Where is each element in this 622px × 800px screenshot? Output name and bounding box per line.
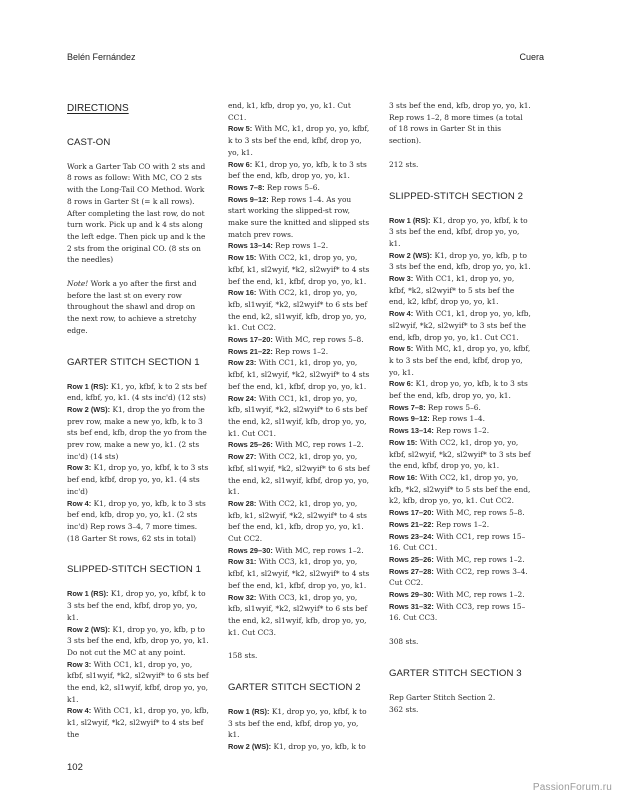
instruction-row [228, 287, 370, 334]
row-label: Row 5: [389, 344, 414, 354]
row-label: Row 3: [67, 659, 92, 669]
instruction-row [228, 439, 370, 451]
note-paragraph [67, 278, 209, 337]
garter-section-3-heading: GARTER STITCH SECTION 3 [389, 667, 522, 679]
garter-section-2-rows [228, 706, 370, 753]
row-label: Rows 23–24: [389, 531, 434, 541]
row-label: Row 2 (WS): [67, 624, 111, 634]
stitch-total: 158 sts. [228, 651, 258, 661]
watermark: PassionForum.ru [532, 782, 612, 793]
row-text: end, k1, kfb, drop yo, yo, k1. Cut CC1. [228, 101, 351, 122]
stitch-total: 308 sts. [389, 637, 419, 647]
row-text: Rep rows 5–6. [264, 182, 320, 192]
instruction-row [389, 250, 531, 273]
row-label: Rows 9–12: [389, 414, 430, 424]
row-label: Row 27: [228, 452, 257, 462]
row-label: Rows 13–14: [389, 426, 434, 436]
row-label: Row 23: [228, 358, 257, 368]
row-text: K1, drop yo, yo, kfb, p to 3 sts bef the end, kfb, drop yo, yo, k1. [389, 250, 531, 272]
row-label: Rows 29–30: [228, 545, 273, 555]
row-label: Row 16: [228, 288, 257, 298]
row-label: Row 15: [228, 253, 257, 263]
row-label: Rows 17–20: [389, 508, 434, 518]
instruction-row [389, 413, 531, 425]
row-text: With MC, k1, drop yo, yo, kfbf, k to 3 sts bef the end, kfbf, drop yo, yo, k1. [228, 124, 370, 157]
stitch-total: 212 sts. [389, 159, 419, 169]
slipped-section-2-rows [389, 215, 531, 625]
instruction-row [67, 498, 209, 545]
row-text: Rep rows 1–4. [429, 414, 485, 424]
row-text: K1, drop yo, yo, kfb, k to [271, 742, 366, 752]
row-text: With CC1, k1, drop yo, yo, kfbf, sl1wyif, *k2, sl2wyif* to 6 sts bef the end, k2, sl1wyif, kfbf, drop yo, yo, k1. [67, 659, 209, 704]
row-label: Row 15: [389, 437, 418, 447]
instruction-row [389, 589, 531, 601]
row-text: With CC1, k1, drop yo, yo, kfbf, *k2, sl2wyif* to 5 sts bef the end, k2, kfbf, drop yo, yo, k1. [389, 274, 515, 307]
row-text: With CC3, k1, drop yo, yo, kfbf, k1, sl2wyif, *k2, sl2wyif* to 4 sts bef the end, k1, kfbf, drop yo, yo, k1. [228, 557, 370, 590]
column-2 [228, 100, 370, 753]
instruction-row [389, 425, 531, 437]
row-text: Rep rows 1–2. [272, 241, 329, 251]
row-label: Row 2 (WS): [389, 250, 433, 260]
instruction-row [67, 462, 209, 497]
row-text: K1, drop yo, yo, kfbf, k to 3 sts bef the end, kfbf, drop yo, yo, k1. [228, 707, 367, 740]
instruction-row [228, 357, 370, 392]
row-label: Row 1 (RS): [389, 215, 431, 225]
row-text: With MC, rep rows 1–2. [272, 440, 364, 450]
garter-section-2-continued: 3 sts bef the end, kfb, drop yo, yo, k1. Rep rows 1–2, 8 more times (a total of 18 rows in Garter St in this section). [389, 101, 531, 146]
garter-section-1-rows [67, 381, 209, 545]
instruction-row [228, 123, 370, 158]
row-label: Row 6: [389, 379, 414, 389]
row-label: Row 24: [228, 393, 257, 403]
instruction-row [389, 507, 531, 519]
row-label: Rows 25–26: [389, 554, 434, 564]
instruction-row [389, 273, 531, 308]
garter-section-1-heading: GARTER STITCH SECTION 1 [67, 356, 200, 368]
row-label: Row 3: [67, 463, 92, 473]
instruction-row [389, 519, 531, 531]
row-label: Rows 21–22: [389, 519, 434, 529]
row-text: With CC1, rep rows 15–16. Cut CC1. [389, 531, 526, 553]
page-number: 102 [67, 762, 83, 773]
instruction-row [389, 402, 531, 414]
garter-section-3-text: Rep Garter Stitch Section 2. [389, 692, 496, 702]
instruction-row [228, 159, 370, 182]
row-text: With MC, rep rows 1–2. [433, 554, 525, 564]
row-label: Row 4: [67, 706, 92, 716]
instruction-row [67, 705, 209, 740]
instruction-row [228, 592, 370, 639]
slipped-section-1-rows [67, 588, 209, 740]
row-label: Rows 17–20: [228, 335, 273, 345]
row-label: Row 5: [228, 124, 253, 134]
instruction-row [228, 556, 370, 591]
instruction-row [228, 182, 370, 194]
instruction-row [228, 451, 370, 498]
instruction-row [228, 706, 370, 741]
row-label: Rows 13–14: [228, 241, 273, 251]
row-label: Row 32: [228, 592, 257, 602]
row-text: With CC1, k1, drop yo, yo, kfb, k1, sl2wyif, *k2, sl2wyif* to 4 sts bef the [67, 706, 209, 739]
column-1 [67, 100, 209, 741]
instruction-row [228, 741, 370, 753]
row-label: Rows 21–22: [228, 346, 273, 356]
row-text: K1, yo, kfbf, k to 2 sts bef end, kfbf, yo, k1. (4 sts inc'd) (12 sts) [67, 381, 207, 403]
instruction-row [228, 100, 370, 123]
row-label: Rows 25–26: [228, 440, 273, 450]
row-text: K1, drop yo, yo, kfb, k to 3 sts bef the end, kfb, drop yo, yo, k1. [389, 379, 528, 401]
row-text: Rep rows 1–2. [433, 426, 490, 436]
row-text: With MC, rep rows 1–2. [272, 545, 364, 555]
row-label: Rows 27–28: [389, 566, 434, 576]
row-label: Row 4: [67, 498, 92, 508]
instruction-row [228, 252, 370, 287]
row-text: Rep rows 5–6. [425, 402, 481, 412]
row-text: With MC, rep rows 5–8. [272, 335, 364, 345]
row-label: Row 1 (RS): [228, 707, 270, 717]
row-text: With CC1, k1, drop yo, yo, kfb, sl2wyif, *k2, sl2wyif* to 3 sts bef the end, kfb, drop yo, yo, k1. Cut CC1. [389, 309, 531, 342]
row-text: With CC1, k1, drop yo, yo, kfbf, k1, sl2wyif, *k2, sl2wyif* to 4 sts bef the end, k1, kfbf, drop yo, yo, k1. [228, 358, 370, 391]
row-text: K1, drop yo, yo, kfbf, k to 3 sts bef the end, kfbf, drop yo, yo, k1. [389, 215, 528, 248]
instruction-row [389, 308, 531, 343]
row-text: K1, drop yo, yo, kfbf, k to 3 sts bef the end, kfbf, drop yo, yo, k1. [67, 589, 206, 622]
slipped-section-1-rows-continued [228, 100, 370, 638]
row-text: With CC2, k1, drop yo, yo, kfb, sl1wyif, *k2, sl2wyif* to 6 sts bef the end, k2, sl1wyif, kfb, drop yo, yo, k1. Cut CC2. [228, 288, 368, 333]
row-text: With CC3, k1, drop yo, yo, kfb, sl1wyif, *k2, sl2wyif* to 6 sts bef the end, k2, sl1wyif, kfb, drop yo, yo, k1. Cut CC3. [228, 592, 368, 637]
row-label: Row 4: [389, 309, 414, 319]
row-text: K1, drop yo, yo, kfb, p to 3 sts bef the end, kfb, drop yo, yo, k1. Do not cut the MC at any point. [67, 624, 209, 657]
running-header-author: Belén Fernández [67, 52, 136, 62]
instruction-row [389, 472, 531, 507]
row-text: K1, drop yo, yo, kfb, k to 3 sts bef the end, kfb, drop yo, yo, k1. [228, 159, 367, 181]
row-text: Rep rows 1–4. As you start working the slipped-st row, make sure the knitted and slipped sts match prev rows. [228, 194, 370, 239]
row-label: Row 1 (RS): [67, 589, 109, 599]
row-text: With CC1, k1, drop yo, yo, kfb, sl1wyif, *k2, sl2wyif* to 6 sts bef the end, k2, sl1wyif, kfb, drop yo, yo, k1. Cut CC1. [228, 393, 368, 438]
row-label: Row 2 (WS): [228, 742, 272, 752]
instruction-row [389, 531, 531, 554]
row-label: Row 1 (RS): [67, 381, 109, 391]
instruction-row [389, 343, 531, 378]
instruction-row [389, 601, 531, 624]
row-label: Rows 31–32: [389, 601, 434, 611]
instruction-row [389, 554, 531, 566]
instruction-row [228, 240, 370, 252]
row-label: Row 16: [389, 472, 418, 482]
row-text: Rep rows 1–2. [272, 346, 329, 356]
stitch-total: 362 sts. [389, 704, 419, 714]
garter-section-2-heading: GARTER STITCH SECTION 2 [228, 682, 361, 694]
row-text: K1, drop yo, yo, kfbf, k to 3 sts bef end, kfbf, drop yo, yo, k1. (4 sts inc'd) [67, 463, 209, 496]
instruction-row [389, 215, 531, 250]
instruction-row [228, 346, 370, 358]
instruction-row [228, 545, 370, 557]
cast-on-paragraph: Work a Garter Tab CO with 2 sts and 8 rows as follow: With MC, CO 2 sts with the Long-Tail CO Method. Work 8 rows in Garter St (= k all rows). After completing the last row, do not turn work. Pick up and k 4 sts along the left edge. Then pick up and k the 2 sts from the original CO. (8 sts on the needles) [67, 161, 206, 265]
row-label: Row 3: [389, 274, 414, 284]
instruction-row [67, 624, 209, 659]
instruction-row [389, 437, 531, 472]
row-label: Row 2 (WS): [67, 404, 111, 414]
instruction-row [228, 393, 370, 440]
note-label: Note! [67, 279, 89, 289]
instruction-row [67, 404, 209, 463]
row-text: K1, drop the yo from the prev row, make a new yo, kfb, k to 3 sts bef end, kfb, drop the yo from the prev row, make a new yo, k1. (2 sts inc'd) (14 sts) [67, 404, 207, 461]
instruction-row [67, 588, 209, 623]
row-text: Rep rows 1–2. [433, 519, 490, 529]
row-label: Row 6: [228, 159, 253, 169]
instruction-row [228, 334, 370, 346]
note-text: Work a yo after the first and before the last st on every row throughout the shawl and drop on the next row, to achieve a stretchy edge. [67, 279, 197, 335]
instruction-row [228, 498, 370, 545]
row-text: With CC2, k1, drop yo, yo, kfb, *k2, sl2wyif* to 5 sts bef the end, k2, kfb, drop yo, yo, k1. Cut CC2. [389, 472, 531, 506]
column-3 [389, 100, 531, 727]
row-text: K1, drop yo, yo, kfb, k to 3 sts bef end, kfb, drop yo, yo, k1. (2 sts inc'd) Rep rows 3–4, 7 more times. (18 Garter St rows, 62 sts in total) [67, 498, 206, 543]
row-text: With CC2, k1, drop yo, yo, kfbf, sl1wyif, *k2, sl2wyif* to 6 sts bef the end, k2, sl1wyif, kfbf, drop yo, yo, k1. [228, 452, 370, 497]
instruction-row [67, 381, 209, 404]
cast-on-heading: CAST-ON [67, 136, 111, 148]
row-text: With CC2, k1, drop yo, yo, kfbf, k1, sl2wyif, *k2, sl2wyif* to 4 sts bef the end, k1, kfbf, drop yo, yo, k1. [228, 253, 370, 286]
row-label: Rows 7–8: [228, 182, 265, 192]
row-text: With MC, rep rows 1–2. [433, 590, 525, 600]
running-header-title: Cuera [519, 52, 544, 62]
row-text: With CC2, k1, drop yo, yo, kfb, k1, sl2wyif, *k2, sl2wyif* to 4 sts bef the end, k1, kfb, drop yo, yo, k1. Cut CC2. [228, 498, 367, 544]
instruction-row [389, 566, 531, 589]
row-text: With MC, rep rows 5–8. [433, 508, 525, 518]
row-label: Row 31: [228, 557, 257, 567]
row-label: Rows 9–12: [228, 194, 269, 204]
row-label: Rows 7–8: [389, 402, 426, 412]
row-text: With CC3, rep rows 15–16. Cut CC3. [389, 601, 526, 623]
directions-heading: DIRECTIONS [67, 103, 129, 114]
instruction-row [389, 378, 531, 401]
slipped-section-1-heading: SLIPPED-STITCH SECTION 1 [67, 564, 202, 576]
slipped-section-2-heading: SLIPPED-STITCH SECTION 2 [389, 190, 524, 202]
row-label: Row 28: [228, 498, 257, 508]
row-text: With MC, k1, drop yo, yo, kfbf, k to 3 sts bef the end, kfbf, drop yo, yo, k1. [389, 344, 531, 377]
row-label: Rows 29–30: [389, 590, 434, 600]
row-text: With CC2, k1, drop yo, yo, kfbf, sl2wyif, *k2, sl2wyif* to 3 sts bef the end, kfbf, drop yo, yo, k1. [389, 437, 531, 471]
row-text: With CC2, rep rows 3–4. Cut CC2. [389, 566, 528, 588]
instruction-row [228, 194, 370, 241]
instruction-row [67, 659, 209, 706]
